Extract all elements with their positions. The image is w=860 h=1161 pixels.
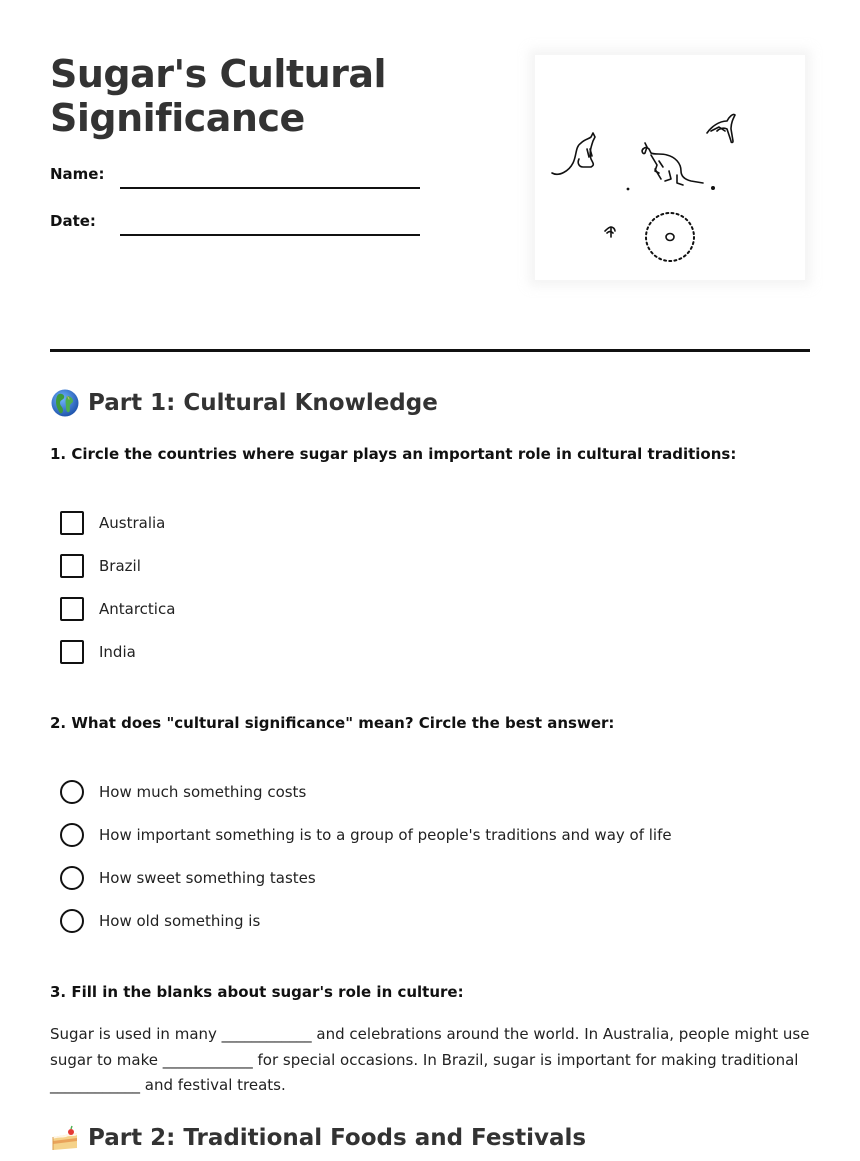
question-2-prompt: 2. What does "cultural significance" mean? Circle the best answer: <box>50 714 615 732</box>
part2-heading-text: Part 2: Traditional Foods and Festivals <box>88 1125 587 1151</box>
option-label: Brazil <box>99 557 141 575</box>
checkbox[interactable] <box>60 511 84 535</box>
q2-option-3[interactable] <box>60 865 316 891</box>
q2-option-4[interactable] <box>60 908 260 934</box>
option-label: Australia <box>99 514 166 532</box>
date-label: Date: <box>50 212 96 230</box>
q2-option-1[interactable] <box>60 779 306 805</box>
kangaroo-illustration <box>535 55 805 280</box>
radio-button[interactable] <box>60 909 84 933</box>
checkbox[interactable] <box>60 597 84 621</box>
question-3-prompt: 3. Fill in the blanks about sugar's role in culture: <box>50 983 464 1001</box>
option-label: Antarctica <box>99 600 176 618</box>
part1-heading-text: Part 1: Cultural Knowledge <box>88 390 438 416</box>
option-label: India <box>99 643 136 661</box>
part2-heading <box>50 1121 586 1155</box>
name-field[interactable] <box>120 187 420 189</box>
checkbox[interactable] <box>60 554 84 578</box>
dotted-circle-icon <box>646 213 694 261</box>
option-label: How sweet something tastes <box>99 869 316 887</box>
bird-icon <box>707 114 735 142</box>
sprout-icon <box>605 227 615 237</box>
globe-icon <box>50 388 80 418</box>
option-label: How old something is <box>99 912 261 930</box>
question-1-prompt: 1. Circle the countries where sugar plays an important role in cultural traditions: <box>50 445 737 463</box>
date-field[interactable] <box>120 234 420 236</box>
q2-option-2[interactable] <box>60 822 672 848</box>
q1-option-antarctica[interactable] <box>60 596 175 622</box>
cake-icon <box>50 1123 80 1153</box>
kangaroo-left-icon <box>552 133 595 174</box>
radio-button[interactable] <box>60 823 84 847</box>
kangaroo-main-icon <box>642 143 703 185</box>
part1-heading <box>50 386 438 420</box>
fill-in-blanks-paragraph[interactable]: Sugar is used in many ____________ and celebrations around the world. In Australia, people might use sugar to make ____________ for special occasions. In Brazil, sugar is important for making traditional ____________ and festival treats. <box>50 1025 810 1094</box>
option-label: How much something costs <box>99 783 307 801</box>
radio-button[interactable] <box>60 866 84 890</box>
section-divider <box>50 349 810 352</box>
q1-option-brazil[interactable] <box>60 553 141 579</box>
radio-button[interactable] <box>60 780 84 804</box>
q1-option-australia[interactable] <box>60 510 165 536</box>
q1-option-india[interactable] <box>60 639 136 665</box>
name-label: Name: <box>50 165 105 183</box>
worksheet-title: Sugar's Cultural Significance <box>50 52 387 140</box>
option-label: How important something is to a group of people's traditions and way of life <box>99 826 672 844</box>
checkbox[interactable] <box>60 640 84 664</box>
